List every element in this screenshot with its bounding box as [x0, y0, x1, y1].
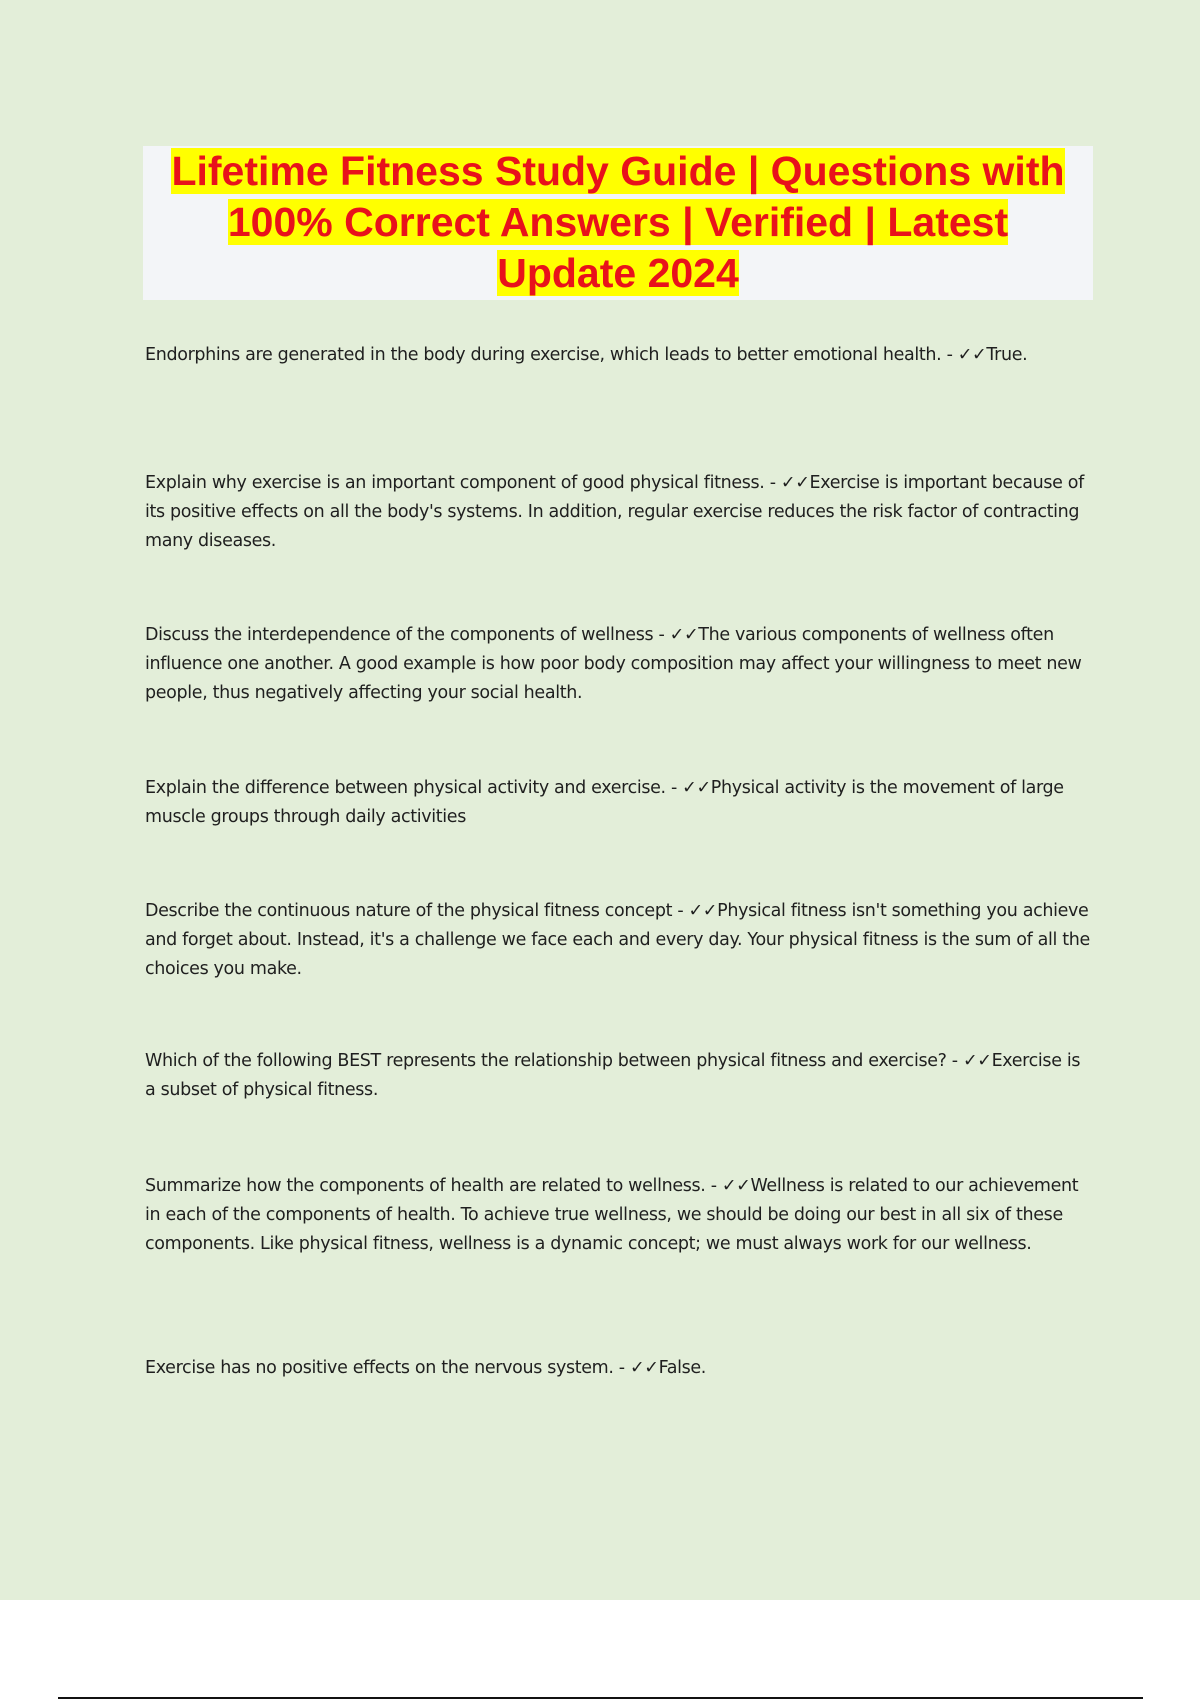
title-banner: [143, 146, 1093, 300]
qa-item: Discuss the interdependence of the components of wellness - ✓✓The various components of wellness often influence one another. A good example is how poor body composition may affect your willingness to meet new people, thus negatively affecting your social health.: [145, 625, 1082, 703]
qa-item: Explain why exercise is an important component of good physical fitness. - ✓✓Exercise is important because of its positive effects on all the body's systems. In addition, regular exercise reduces the risk factor of contracting many diseases.: [145, 473, 1084, 551]
qa-item: Endorphins are generated in the body during exercise, which leads to better emotional health. - ✓✓True.: [145, 345, 1028, 365]
qa-item: Summarize how the components of health are related to wellness. - ✓✓Wellness is related to our achievement in each of the components of health. To achieve true wellness, we should be doing our best in all six of these components. Like physical fitness, wellness is a dynamic concept; we must always work for our wellness.: [145, 1176, 1079, 1254]
qa-item: Which of the following BEST represents the relationship between physical fitness and exercise? - ✓✓Exercise is a subset of physical fitness.: [145, 1051, 1081, 1100]
footer-divider: [58, 1697, 1143, 1699]
qa-item: Describe the continuous nature of the physical fitness concept - ✓✓Physical fitness isn't something you achieve and forget about. Instead, it's a challenge we face each and every day. Your physical fitness is the sum of all the choices you make.: [145, 901, 1090, 979]
qa-item: Exercise has no positive effects on the nervous system. - ✓✓False.: [145, 1358, 706, 1378]
qa-item: Explain the difference between physical activity and exercise. - ✓✓Physical activity is the movement of large muscle groups through daily activities: [145, 778, 1064, 827]
document-title: Lifetime Fitness Study Guide | Questions with 100% Correct Answers | Verified | Latest Update 2024: [171, 148, 1065, 296]
